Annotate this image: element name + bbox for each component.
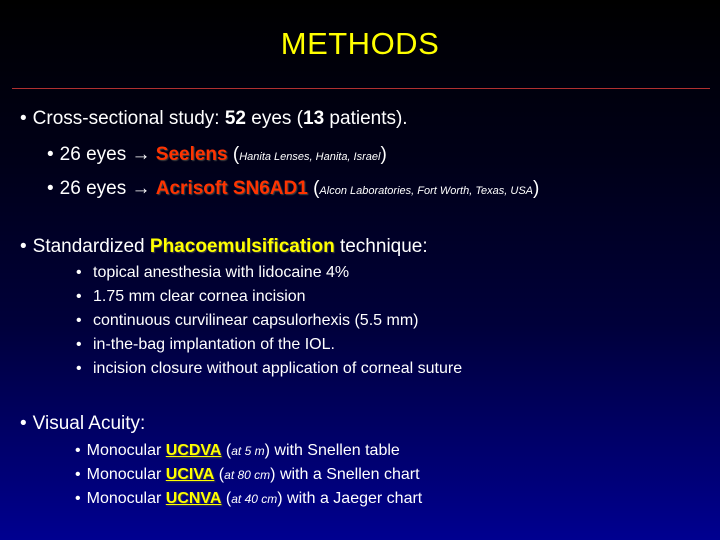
- phaco-step: [76, 337, 335, 353]
- acuity-suffix: with a Snellen chart: [275, 466, 420, 483]
- bullet-icon: •: [20, 108, 27, 129]
- acuity-item-uciva: [75, 467, 420, 483]
- group-count: 26 eyes: [59, 144, 132, 165]
- acuity-suffix: with Snellen table: [269, 442, 400, 459]
- bullet-icon: •: [76, 264, 82, 281]
- acuity-key: UCIVA: [165, 466, 215, 483]
- bullet-icon: •: [76, 288, 82, 305]
- paren-open: (: [307, 178, 320, 199]
- arrow-icon: →: [131, 178, 151, 199]
- phaco-technique-bullet: [20, 237, 428, 256]
- acuity-distance: at 5 m: [231, 444, 265, 458]
- acuity-suffix: with a Jaeger chart: [282, 490, 423, 507]
- study-text-before: Cross-sectional study:: [32, 108, 225, 129]
- study-design-bullet: [20, 109, 408, 128]
- phaco-step: [76, 289, 306, 305]
- bullet-icon: •: [76, 360, 82, 377]
- title-divider: [12, 88, 710, 89]
- bullet-icon: •: [75, 442, 81, 459]
- paren-open: (: [227, 144, 240, 165]
- phaco-text-before: Standardized: [32, 236, 150, 257]
- lens-name: Seelens: [155, 144, 228, 165]
- phaco-step: [76, 313, 418, 329]
- acuity-distance: at 80 cm: [224, 468, 271, 482]
- study-patient-count: 13: [303, 108, 325, 129]
- study-text-mid: eyes (: [245, 108, 304, 129]
- lens-group-seelens: [47, 145, 387, 164]
- acuity-distance: at 40 cm: [231, 492, 278, 506]
- acuity-item-ucnva: [75, 491, 422, 507]
- bullet-icon: •: [75, 490, 81, 507]
- phaco-keyword: Phacoemulsification: [149, 236, 335, 257]
- paren-close: ): [264, 442, 270, 459]
- paren-open: (: [221, 442, 232, 459]
- bullet-icon: •: [20, 413, 27, 434]
- acuity-prefix: Monocular: [86, 490, 166, 507]
- group-count: 26 eyes: [59, 178, 132, 199]
- paren-close: ): [277, 490, 283, 507]
- bullet-icon: •: [76, 312, 82, 329]
- phaco-step-text: continuous curvilinear capsulorhexis (5.5 mm): [93, 312, 419, 329]
- study-text-after: patients).: [324, 108, 408, 129]
- paren-close: ): [380, 144, 387, 165]
- bullet-icon: •: [75, 466, 81, 483]
- visual-acuity-bullet: [20, 414, 145, 433]
- phaco-step: [76, 361, 462, 377]
- paren-close: ): [270, 466, 276, 483]
- paren-open: (: [214, 466, 225, 483]
- phaco-step: [76, 265, 349, 281]
- bullet-icon: •: [76, 336, 82, 353]
- acuity-key: UCNVA: [165, 490, 222, 507]
- acuity-key: UCDVA: [165, 442, 222, 459]
- slide-title: METHODS: [280, 26, 440, 61]
- bullet-icon: •: [47, 144, 54, 165]
- bullet-icon: •: [47, 178, 54, 199]
- phaco-text-after: technique:: [334, 236, 428, 257]
- phaco-step-text: incision closure without application of corneal suture: [93, 360, 463, 377]
- phaco-step-text: 1.75 mm clear cornea incision: [93, 288, 306, 305]
- acuity-item-ucdva: [75, 443, 400, 459]
- lens-maker: Hanita Lenses, Hanita, Israel: [239, 151, 381, 163]
- phaco-step-text: in-the-bag implantation of the IOL.: [93, 336, 335, 353]
- acuity-prefix: Monocular: [86, 466, 166, 483]
- paren-open: (: [221, 490, 232, 507]
- study-eye-count: 52: [224, 108, 246, 129]
- paren-close: ): [533, 178, 540, 199]
- phaco-step-text: topical anesthesia with lidocaine 4%: [93, 264, 350, 281]
- lens-group-acrisoft: [47, 179, 539, 198]
- bullet-icon: •: [20, 236, 27, 257]
- arrow-icon: →: [131, 144, 151, 165]
- acuity-prefix: Monocular: [86, 442, 166, 459]
- lens-maker: Alcon Laboratories, Fort Worth, Texas, USA: [319, 185, 533, 197]
- lens-name: Acrisoft SN6AD1: [155, 178, 308, 199]
- acuity-heading: Visual Acuity:: [32, 413, 146, 434]
